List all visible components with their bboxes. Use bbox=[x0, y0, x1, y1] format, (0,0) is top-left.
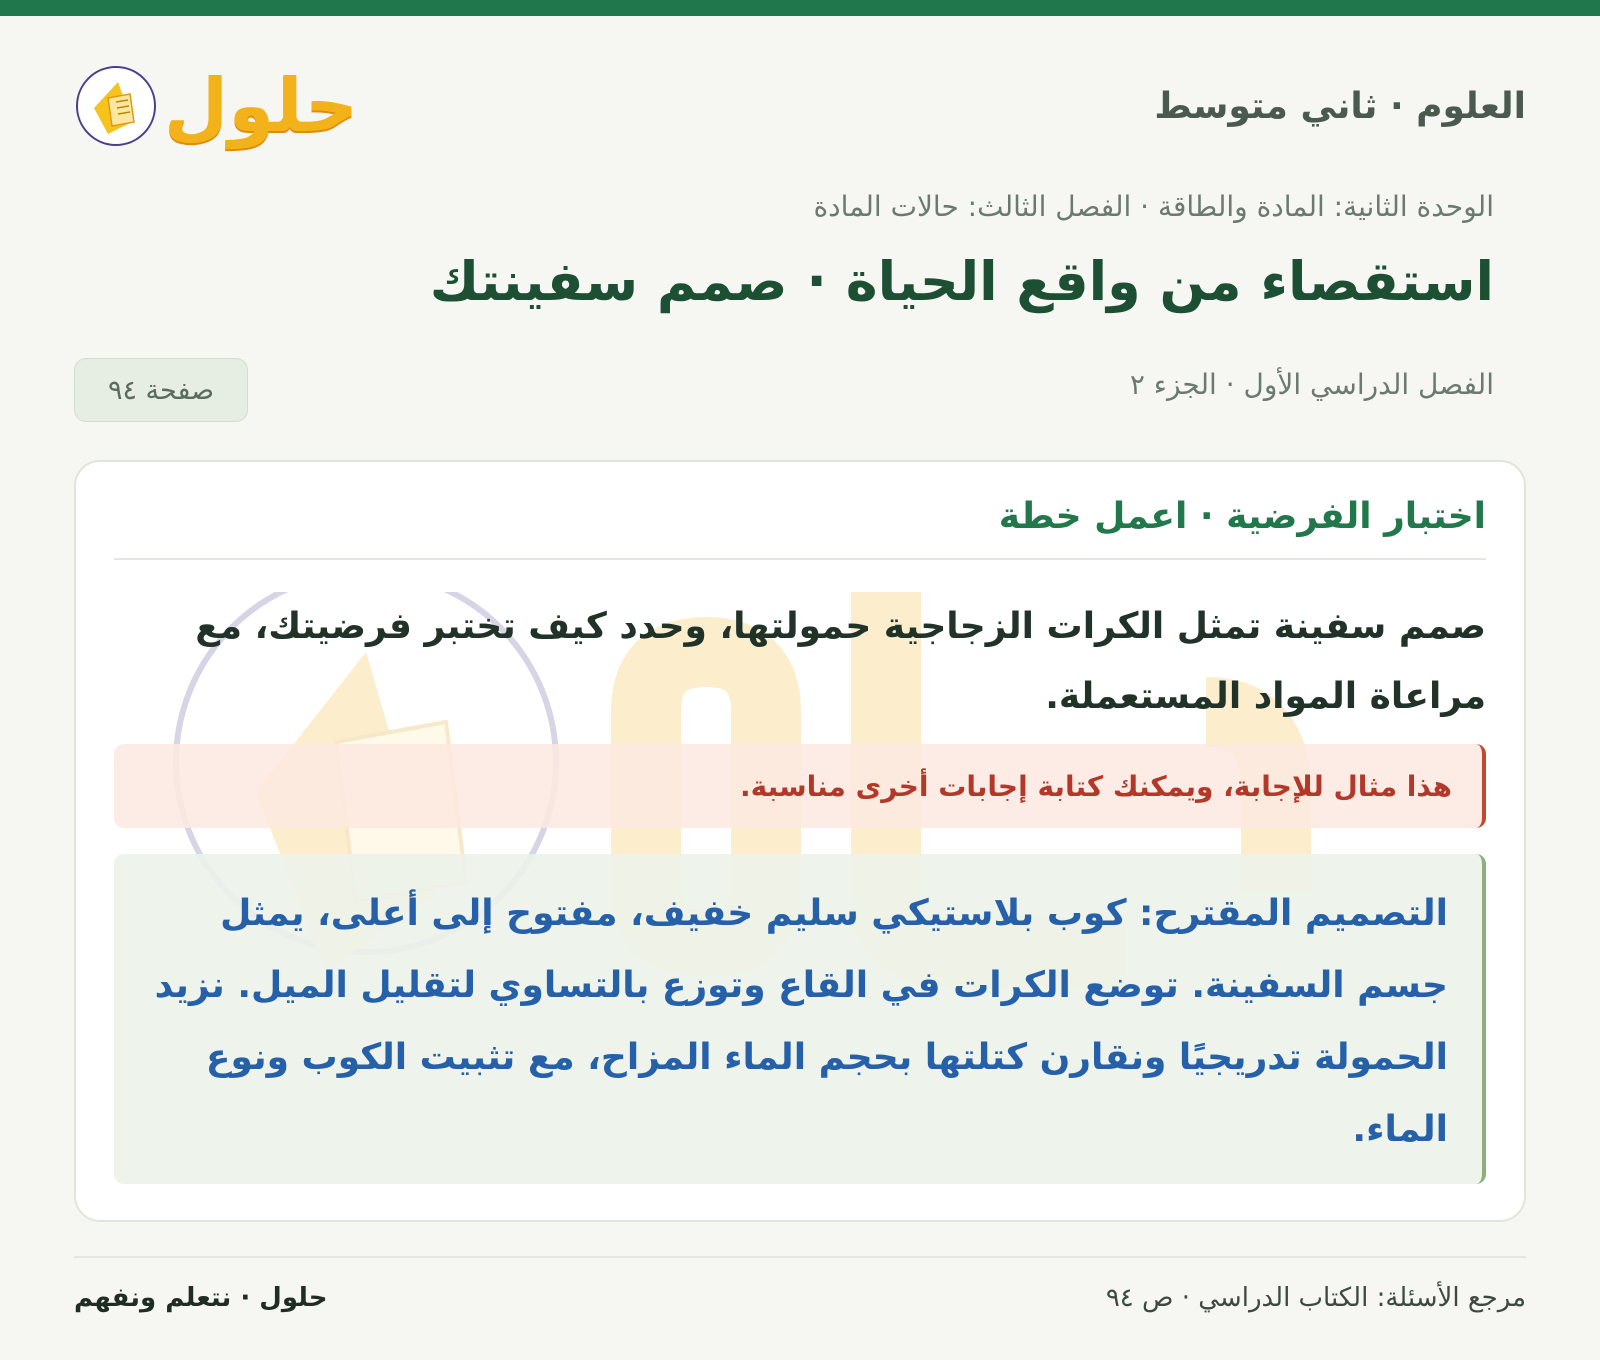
logo-text: حلول bbox=[164, 63, 359, 149]
solution-card bbox=[74, 460, 1526, 1222]
top-accent-bar bbox=[0, 0, 1600, 16]
page-title: استقصاء من واقع الحياة · صمم سفينتك bbox=[429, 250, 1494, 313]
term-info: الفصل الدراسي الأول · الجزء ٢ bbox=[1129, 368, 1494, 401]
footer bbox=[74, 1256, 1526, 1338]
breadcrumb: الوحدة الثانية: المادة والطاقة · الفصل الثالث: حالات المادة bbox=[813, 190, 1494, 223]
footer-reference: مرجع الأسئلة: الكتاب الدراسي · ص ٩٤ bbox=[1105, 1283, 1526, 1313]
page-number-badge: صفحة ٩٤ bbox=[74, 358, 248, 422]
footer-brand: حلول · نتعلم ونفهم bbox=[74, 1283, 328, 1313]
answer-note: هذا مثال للإجابة، ويمكنك كتابة إجابات أخرى مناسبة. bbox=[114, 744, 1486, 828]
book-icon bbox=[74, 64, 158, 148]
answer-text: التصميم المقترح: كوب بلاستيكي سليم خفيف، مفتوح إلى أعلى، يمثل جسم السفينة. توضع الكرات في القاع وتوزع بالتساوي لتقليل الميل. نزيد الحمولة تدريجيًا ونقارن كتلتها بحجم الماء المزاح، مع تثبيت الكوب ونوع الماء. bbox=[114, 854, 1486, 1184]
header bbox=[74, 56, 1526, 156]
section-heading: اختبار الفرضية · اعمل خطة bbox=[114, 496, 1486, 560]
logo[interactable] bbox=[74, 64, 358, 148]
question-text: صمم سفينة تمثل الكرات الزجاجية حمولتها، وحدد كيف تختبر فرضيتك، مع مراعاة المواد المستعملة. bbox=[195, 606, 1486, 717]
subject-title: العلوم · ثاني متوسط bbox=[1154, 85, 1526, 127]
